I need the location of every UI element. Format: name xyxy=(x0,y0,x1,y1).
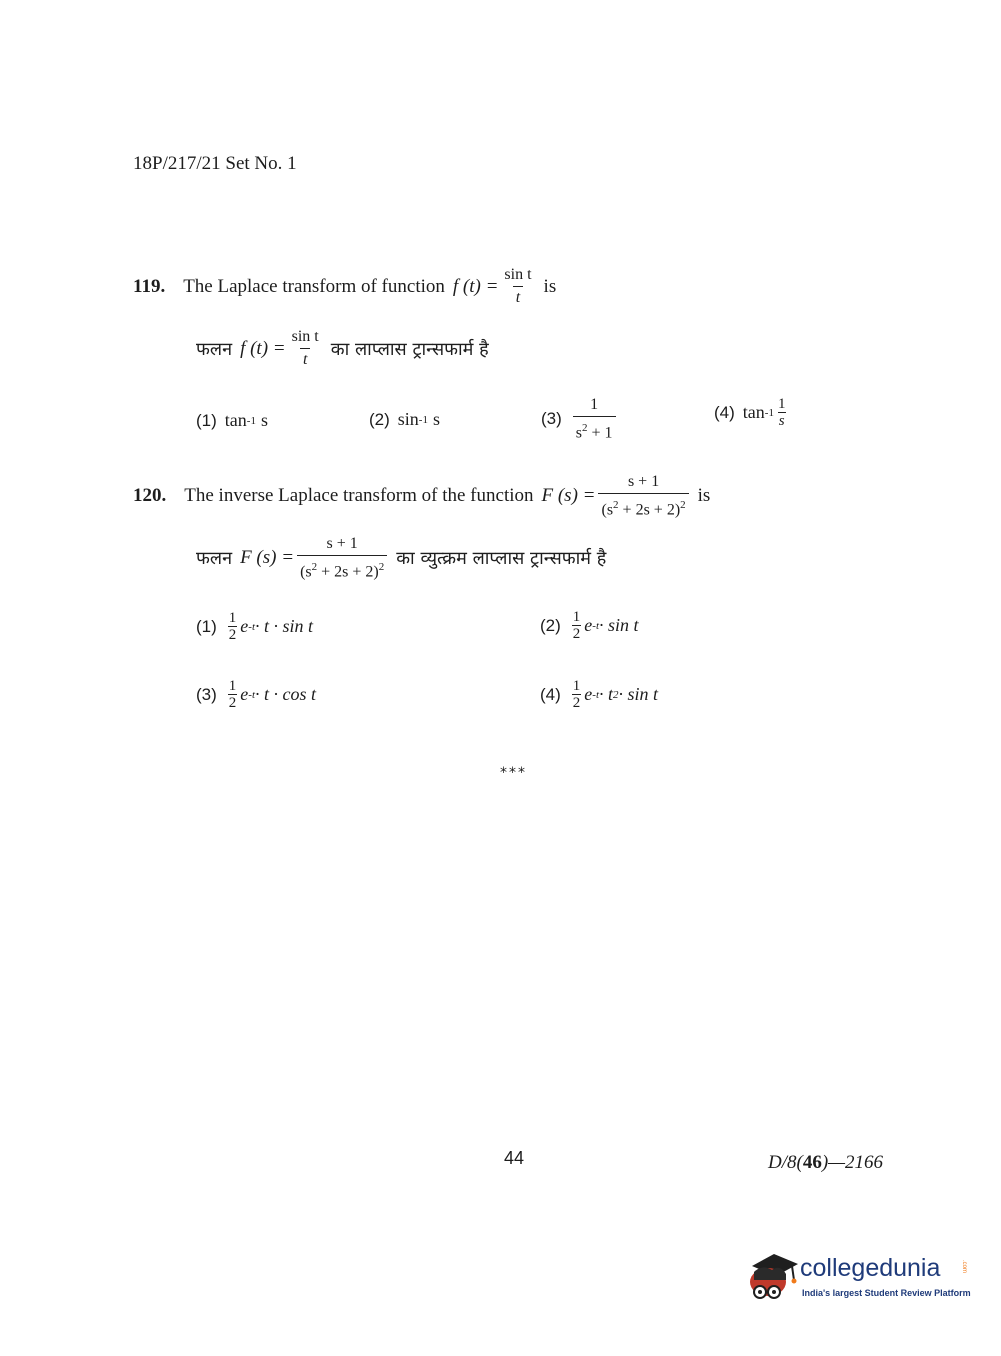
question-number: 120. xyxy=(133,485,167,507)
fraction xyxy=(501,266,534,307)
option-120-2[interactable] xyxy=(540,609,639,642)
question-120-hindi xyxy=(196,535,606,581)
booklet-code xyxy=(768,1152,883,1174)
question-suffix: is xyxy=(697,485,711,507)
den-mid: + 2s + 2) xyxy=(618,501,681,519)
fraction xyxy=(297,535,387,581)
option-120-4[interactable] xyxy=(540,678,658,711)
option-120-3[interactable] xyxy=(196,678,316,711)
exp-sup: -t xyxy=(248,688,256,701)
den-sup: 2 xyxy=(582,422,588,434)
exp-base: e xyxy=(240,684,249,704)
code-prefix: D/8( xyxy=(768,1152,803,1173)
option-func: tan xyxy=(224,410,247,430)
fraction xyxy=(598,473,688,519)
fraction-numerator: s + 1 xyxy=(627,473,660,490)
option-rest: · sin t xyxy=(618,684,659,704)
fraction-denominator xyxy=(297,555,387,581)
fraction-half xyxy=(228,610,238,643)
fraction-denominator: 2 xyxy=(572,695,581,711)
option-label: (2) xyxy=(369,409,390,429)
option-rest: · t · sin t xyxy=(255,616,314,636)
fraction-half xyxy=(228,678,238,711)
function-lhs: f (t) = xyxy=(240,337,286,359)
end-separator: *** xyxy=(500,765,527,781)
option-func: tan xyxy=(742,402,765,422)
option-arg: s xyxy=(432,409,440,429)
question-text: The inverse Laplace transform of the function xyxy=(184,485,534,507)
exp-base: e xyxy=(240,616,249,636)
fraction-numerator: 1 xyxy=(228,610,237,626)
fraction xyxy=(289,328,322,369)
option-label: (1) xyxy=(196,410,217,430)
option-rest: · t · cos t xyxy=(255,684,317,704)
fraction-numerator: 1 xyxy=(777,396,786,412)
t-sup: 2 xyxy=(613,688,619,701)
fraction-half xyxy=(572,678,582,711)
fraction xyxy=(777,396,787,429)
den-rest: + 1 xyxy=(587,424,613,442)
option-label: (4) xyxy=(540,684,561,704)
fraction-numerator: sin t xyxy=(504,266,532,283)
fraction-denominator: 2 xyxy=(228,695,237,711)
exp-sup: -t xyxy=(592,619,600,632)
paper-set-code: 18P/217/21 Set No. 1 xyxy=(133,153,297,174)
question-119-english xyxy=(133,266,556,307)
fraction-numerator: s + 1 xyxy=(326,535,358,552)
hindi-suffix: का व्युत्क्रम लाप्लास ट्रान्सफार्म है xyxy=(396,548,607,570)
option-119-3[interactable] xyxy=(541,396,619,442)
function-lhs: f (t) = xyxy=(452,275,499,297)
fraction-half xyxy=(572,609,582,642)
fraction-numerator: 1 xyxy=(572,609,581,625)
option-119-4[interactable] xyxy=(714,396,789,429)
den-mid: + 2s + 2) xyxy=(317,563,379,581)
code-suffix: )—2166 xyxy=(821,1152,884,1173)
function-lhs: F (s) = xyxy=(541,485,596,507)
den-base: s xyxy=(575,424,583,442)
logo-wordmark: collegedunia xyxy=(800,1254,941,1282)
fraction-denominator: 2 xyxy=(228,627,237,643)
fraction-denominator: s xyxy=(778,413,785,429)
exp-base: e xyxy=(584,615,593,635)
fraction-numerator: 1 xyxy=(590,396,599,413)
den-sup: 2 xyxy=(613,499,619,511)
fraction-denominator: 2 xyxy=(572,626,581,642)
option-sup: -1 xyxy=(418,413,428,426)
exp-base: e xyxy=(584,684,593,704)
fraction xyxy=(573,396,616,442)
question-suffix: is xyxy=(543,275,557,297)
question-119-hindi xyxy=(196,328,489,369)
exp-sup: -t xyxy=(248,620,256,633)
collegedunia-logo[interactable] xyxy=(742,1250,972,1310)
option-mid: · t xyxy=(599,684,614,704)
option-label: (3) xyxy=(196,684,217,704)
question-number: 119. xyxy=(133,275,166,297)
hindi-suffix: का लाप्लास ट्रान्सफार्म है xyxy=(330,338,489,360)
question-120-english xyxy=(133,473,710,519)
code-bold: 46 xyxy=(802,1152,822,1173)
option-arg: s xyxy=(260,410,268,430)
page-number: 44 xyxy=(504,1148,525,1168)
den-sup: 2 xyxy=(311,561,318,573)
den-open: (s xyxy=(601,501,614,519)
exp-sup: -t xyxy=(592,688,600,701)
fraction-denominator xyxy=(573,416,616,442)
option-120-1[interactable] xyxy=(196,610,313,643)
option-sup: -1 xyxy=(764,406,774,419)
option-rest: · sin t xyxy=(599,615,639,635)
logo-com: .com xyxy=(961,1260,967,1274)
option-label: (3) xyxy=(541,409,562,429)
option-119-1[interactable] xyxy=(196,410,268,431)
hindi-prefix: फलन xyxy=(196,548,233,570)
option-label: (4) xyxy=(714,402,735,422)
option-label: (2) xyxy=(540,615,561,635)
fraction-numerator: 1 xyxy=(228,678,237,694)
logo-tagline: India's largest Student Review Platform xyxy=(802,1288,971,1298)
option-func: sin xyxy=(397,409,419,429)
fraction-numerator: sin t xyxy=(291,328,319,345)
fraction-denominator: t xyxy=(513,286,523,307)
mascot-icon xyxy=(742,1250,800,1310)
function-lhs: F (s) = xyxy=(240,547,295,569)
fraction-denominator xyxy=(598,493,688,519)
option-label: (1) xyxy=(196,616,217,636)
hindi-prefix: फलन xyxy=(196,338,233,360)
fraction-numerator: 1 xyxy=(572,678,581,694)
option-sup: -1 xyxy=(246,414,256,427)
den-sup-outer: 2 xyxy=(378,561,385,573)
question-text: The Laplace transform of function xyxy=(183,275,445,297)
den-open: (s xyxy=(300,563,312,581)
option-119-2[interactable] xyxy=(369,409,440,430)
fraction-denominator: t xyxy=(300,348,310,369)
den-sup-outer: 2 xyxy=(680,499,686,511)
